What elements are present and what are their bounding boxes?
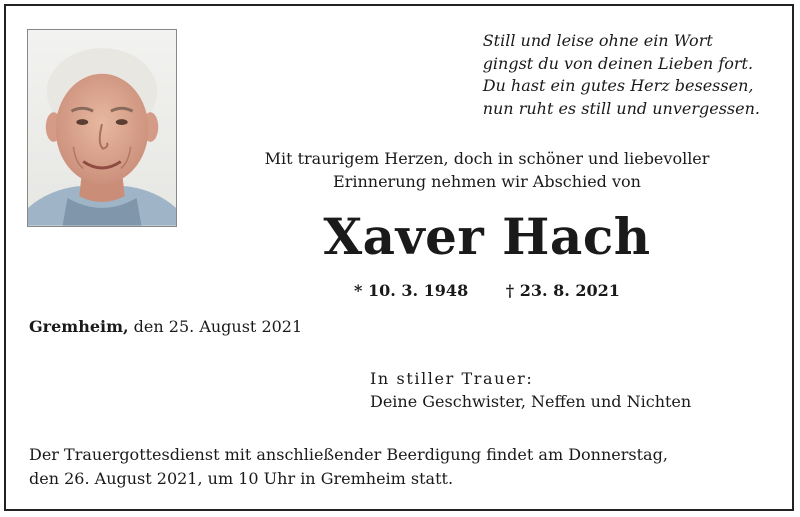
mourning-heading: In stiller Trauer:: [370, 369, 534, 388]
death-date: † 23. 8. 2021: [505, 281, 620, 300]
intro-text: [187, 148, 787, 193]
mourning-block: [370, 368, 691, 413]
poem-line: gingst du von deinen Lieben fort.: [482, 53, 754, 73]
deceased-name: Xaver Hach: [323, 207, 651, 266]
portrait-photo: [27, 29, 177, 227]
poem-line: Du hast ein gutes Herz besessen,: [482, 76, 754, 95]
birth-date: * 10. 3. 1948: [354, 281, 469, 300]
intro-line-2: Erinnerung nehmen wir Abschied von: [333, 171, 641, 191]
poem-line: Still und leise ohne ein Wort: [482, 31, 713, 50]
poem-line: nun ruht es still und unvergessen.: [482, 98, 760, 118]
mourners: Deine Geschwister, Neffen und Nichten: [370, 391, 692, 411]
service-line-2: den 26. August 2021, um 10 Uhr in Gremheim statt.: [29, 469, 454, 488]
life-dates: [187, 280, 787, 302]
memorial-poem: [483, 30, 760, 120]
place-and-date: [29, 316, 302, 338]
intro-line-1: Mit traurigem Herzen, doch in schöner und liebevoller: [264, 149, 710, 168]
funeral-service-info: [29, 443, 749, 491]
service-line-1: Der Trauergottesdienst mit anschließender Beerdigung findet am Donnerstag,: [29, 445, 668, 464]
portrait-illustration: [28, 30, 176, 226]
announcement-date: den 25. August 2021: [128, 317, 303, 336]
place-name: Gremheim,: [29, 317, 129, 336]
